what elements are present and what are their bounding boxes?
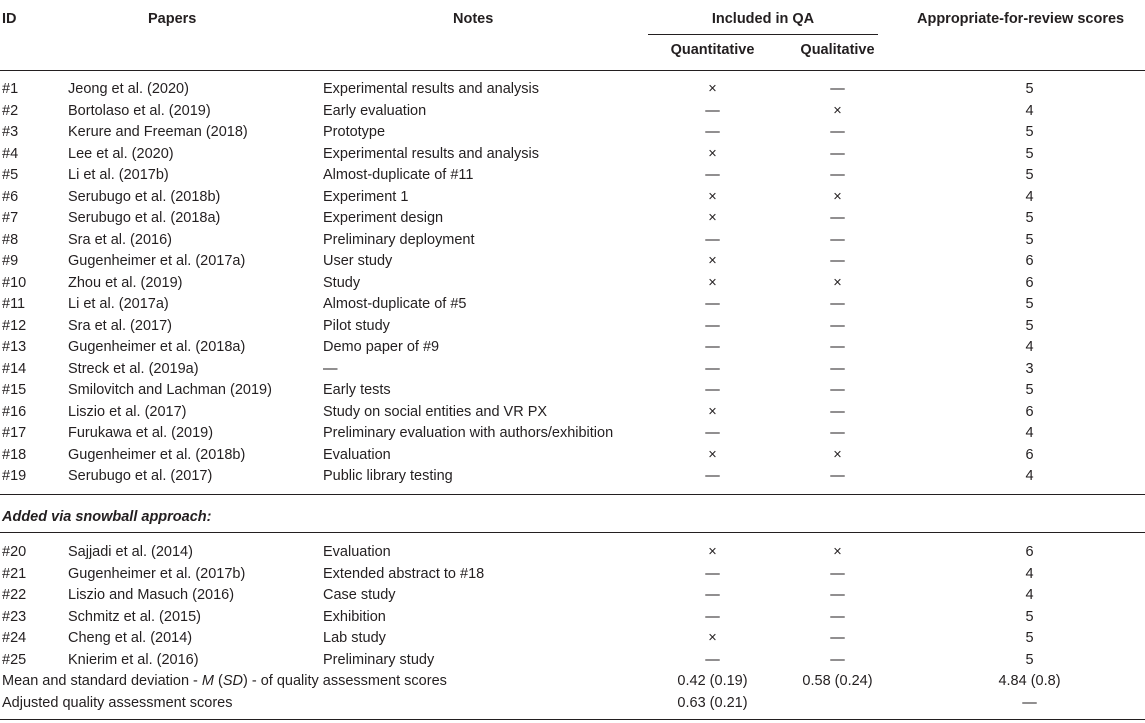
cell-notes: Preliminary deployment: [323, 231, 475, 248]
adj-score: —: [1022, 695, 1037, 711]
cell-score: 4: [1025, 102, 1034, 119]
cell-notes: Experiment 1: [323, 188, 409, 205]
cell-score: 5: [1025, 167, 1034, 183]
cell-id: #6: [2, 188, 19, 205]
cell-quantitative: ×: [708, 253, 717, 269]
cell-score: 6: [1025, 544, 1034, 560]
cell-paper: Kerure and Freeman (2018): [68, 124, 248, 140]
table-row: [0, 423, 1145, 445]
cell-qualitative: —: [830, 296, 845, 312]
cell-qualitative: ×: [833, 544, 842, 560]
cell-id: #20: [2, 544, 27, 560]
header-quantitative: Quantitative: [670, 42, 755, 58]
cell-quantitative: ×: [708, 81, 717, 97]
cell-quantitative: ×: [708, 544, 717, 560]
mean-qual: 0.58 (0.24): [802, 673, 873, 689]
cell-quantitative: —: [705, 124, 720, 140]
cell-score: 5: [1025, 231, 1034, 248]
table-row: [0, 380, 1145, 402]
cell-qualitative: —: [830, 468, 845, 484]
cell-score: 5: [1025, 81, 1034, 97]
cell-quantitative: ×: [708, 145, 717, 162]
table-bottom-rule: [0, 719, 1145, 720]
cell-id: #13: [2, 339, 27, 355]
cell-notes: Study: [323, 274, 361, 291]
cell-paper: Serubugo et al. (2018a): [68, 210, 221, 226]
mean-label-sd: SD: [222, 673, 244, 689]
section-rule-top: [0, 494, 1145, 495]
mean-label: [2, 671, 447, 693]
cell-notes: Almost-duplicate of #11: [323, 167, 474, 183]
mean-quant: 0.42 (0.19): [677, 673, 748, 689]
cell-id: #19: [2, 468, 27, 484]
cell-score: 4: [1025, 188, 1034, 205]
cell-paper: Streck et al. (2019a): [68, 360, 199, 377]
cell-quantitative: —: [705, 425, 720, 441]
adj-quant: 0.63 (0.21): [677, 695, 748, 711]
cell-id: #18: [2, 446, 27, 463]
cell-notes: Public library testing: [323, 468, 453, 484]
cell-qualitative: ×: [833, 274, 842, 291]
cell-quantitative: —: [705, 468, 720, 484]
table-row: [0, 650, 1145, 672]
cell-notes: Extended abstract to #18: [323, 565, 485, 582]
cell-id: #5: [2, 167, 19, 183]
cell-score: 3: [1025, 360, 1034, 377]
cell-paper: Gugenheimer et al. (2018a): [68, 339, 246, 355]
cell-qualitative: —: [830, 425, 845, 441]
cell-score: 4: [1025, 587, 1034, 603]
cell-paper: Li et al. (2017a): [68, 296, 169, 312]
cell-notes: Preliminary study: [323, 651, 435, 668]
table-row: [0, 251, 1145, 273]
cell-id: #2: [2, 102, 19, 119]
cell-notes: Evaluation: [323, 446, 391, 463]
cell-quantitative: —: [705, 651, 720, 668]
header-notes: Notes: [453, 11, 494, 27]
cell-paper: Li et al. (2017b): [68, 167, 169, 183]
cell-qualitative: —: [830, 231, 845, 248]
cell-notes: —: [323, 360, 338, 377]
header-scores: Appropriate-for-review scores: [917, 11, 1125, 27]
table-row: [0, 122, 1145, 144]
cell-notes: Prototype: [323, 124, 386, 140]
cell-quantitative: ×: [708, 630, 717, 646]
cell-score: 5: [1025, 210, 1034, 226]
table-row: [0, 79, 1145, 101]
cell-paper: Gugenheimer et al. (2017b): [68, 565, 246, 582]
cell-quantitative: —: [705, 102, 720, 119]
cell-notes: Experimental results and analysis: [323, 145, 539, 162]
table-row: [0, 144, 1145, 166]
cell-paper: Jeong et al. (2020): [68, 81, 189, 97]
cell-paper: Knierim et al. (2016): [68, 651, 199, 668]
cell-quantitative: ×: [708, 188, 717, 205]
cell-paper: Cheng et al. (2014): [68, 630, 193, 646]
cell-paper: Liszio et al. (2017): [68, 403, 187, 420]
adj-label: Adjusted quality assessment scores: [2, 695, 233, 711]
cell-quantitative: —: [705, 339, 720, 355]
cell-quantitative: —: [705, 382, 720, 398]
table-row: [0, 165, 1145, 187]
cell-quantitative: ×: [708, 403, 717, 420]
cell-notes: Almost-duplicate of #5: [323, 296, 467, 312]
cell-id: #17: [2, 425, 27, 441]
cell-id: #7: [2, 210, 19, 226]
mean-label-pre: Mean and standard deviation -: [2, 673, 202, 689]
cell-score: 5: [1025, 630, 1034, 646]
cell-qualitative: —: [830, 382, 845, 398]
cell-paper: Serubugo et al. (2018b): [68, 188, 221, 205]
cell-paper: Sra et al. (2017): [68, 317, 172, 334]
table-row: [0, 316, 1145, 338]
cell-paper: Gugenheimer et al. (2017a): [68, 253, 246, 269]
cell-quantitative: —: [705, 167, 720, 183]
cell-qualitative: —: [830, 565, 845, 582]
table-row: [0, 337, 1145, 359]
cell-quantitative: ×: [708, 274, 717, 291]
cell-qualitative: ×: [833, 188, 842, 205]
cell-quantitative: —: [705, 360, 720, 377]
cell-paper: Gugenheimer et al. (2018b): [68, 446, 246, 463]
header-included-qa: Included in QA: [711, 11, 815, 27]
cell-qualitative: —: [830, 145, 845, 162]
cell-paper: Furukawa et al. (2019): [68, 425, 214, 441]
cell-paper: Liszio and Masuch (2016): [68, 587, 235, 603]
cell-score: 5: [1025, 608, 1034, 625]
cell-paper: Smilovitch and Lachman (2019): [68, 382, 272, 398]
table-row: [0, 607, 1145, 629]
cell-score: 5: [1025, 317, 1034, 334]
cell-qualitative: —: [830, 124, 845, 140]
cell-qualitative: —: [830, 253, 845, 269]
cell-quantitative: —: [705, 296, 720, 312]
cell-qualitative: —: [830, 587, 845, 603]
cell-notes: Experiment design: [323, 210, 444, 226]
cell-score: 4: [1025, 468, 1034, 484]
cell-score: 5: [1025, 124, 1034, 140]
table-row: [0, 564, 1145, 586]
table-row: [0, 208, 1145, 230]
table-row: [0, 273, 1145, 295]
table-row: [0, 402, 1145, 424]
cell-qualitative: —: [830, 210, 845, 226]
cell-id: #23: [2, 608, 27, 625]
cell-notes: Pilot study: [323, 317, 390, 334]
cell-notes: Early evaluation: [323, 102, 427, 119]
table-row: [0, 466, 1145, 488]
cell-qualitative: —: [830, 360, 845, 377]
cell-notes: Exhibition: [323, 608, 386, 625]
cell-id: #14: [2, 360, 27, 377]
cell-qualitative: —: [830, 651, 845, 668]
table-row: [0, 445, 1145, 467]
cell-id: #11: [2, 296, 26, 312]
cell-score: 6: [1025, 274, 1034, 291]
mean-label-post: ) - of quality assessment scores: [243, 673, 447, 689]
cell-qualitative: —: [830, 403, 845, 420]
cell-qualitative: ×: [833, 102, 842, 119]
cell-id: #4: [2, 145, 19, 162]
cell-notes: Lab study: [323, 630, 386, 646]
cell-id: #22: [2, 587, 27, 603]
mean-score: 4.84 (0.8): [998, 673, 1061, 689]
cell-qualitative: —: [830, 630, 845, 646]
table-row: [0, 294, 1145, 316]
cell-id: #1: [2, 81, 19, 97]
cell-score: 5: [1025, 651, 1034, 668]
table-row: [0, 101, 1145, 123]
table-row: [0, 187, 1145, 209]
cell-id: #12: [2, 317, 27, 334]
cell-id: #16: [2, 403, 27, 420]
cell-notes: User study: [323, 253, 393, 269]
mean-label-mid: (: [214, 673, 223, 689]
cell-notes: Case study: [323, 587, 396, 603]
cell-score: 5: [1025, 382, 1034, 398]
cell-score: 6: [1025, 403, 1034, 420]
cell-paper: Lee et al. (2020): [68, 145, 174, 162]
cell-paper: Sra et al. (2016): [68, 231, 172, 248]
cell-quantitative: ×: [708, 210, 717, 226]
cell-score: 6: [1025, 253, 1034, 269]
cell-quantitative: ×: [708, 446, 717, 463]
cell-qualitative: —: [830, 608, 845, 625]
cell-id: #25: [2, 651, 27, 668]
cell-score: 6: [1025, 446, 1034, 463]
cell-paper: Schmitz et al. (2015): [68, 608, 201, 625]
table-row: [0, 628, 1145, 650]
cell-quantitative: —: [705, 231, 720, 248]
cell-qualitative: —: [830, 81, 845, 97]
cell-notes: Preliminary evaluation with authors/exhibition: [323, 425, 614, 441]
cell-quantitative: —: [705, 587, 720, 603]
header-qualitative: Qualitative: [800, 42, 875, 58]
table-row: [0, 542, 1145, 564]
cell-notes: Early tests: [323, 382, 391, 398]
cell-score: 5: [1025, 145, 1034, 162]
section-rule-bottom: [0, 532, 1145, 533]
cell-score: 4: [1025, 425, 1034, 441]
header-rule: [0, 70, 1145, 71]
included-qa-rule: [648, 34, 878, 35]
header-id: ID: [2, 11, 17, 27]
cell-id: #8: [2, 231, 19, 248]
cell-paper: Zhou et al. (2019): [68, 274, 183, 291]
cell-notes: Evaluation: [323, 544, 391, 560]
cell-paper: Serubugo et al. (2017): [68, 468, 213, 484]
cell-id: #9: [2, 253, 19, 269]
table-row: [0, 359, 1145, 381]
cell-paper: Bortolaso et al. (2019): [68, 102, 211, 119]
cell-notes: Experimental results and analysis: [323, 81, 539, 97]
table-row: [0, 230, 1145, 252]
cell-qualitative: —: [830, 317, 845, 334]
cell-notes: Demo paper of #9: [323, 339, 440, 355]
cell-qualitative: ×: [833, 446, 842, 463]
cell-score: 4: [1025, 339, 1034, 355]
cell-notes: Study on social entities and VR PX: [323, 403, 548, 420]
section-label: Added via snowball approach:: [2, 509, 212, 525]
cell-qualitative: —: [830, 339, 845, 355]
header-papers: Papers: [148, 11, 197, 27]
cell-id: #21: [2, 565, 27, 582]
cell-qualitative: —: [830, 167, 845, 183]
cell-id: #24: [2, 630, 27, 646]
cell-score: 4: [1025, 565, 1034, 582]
cell-id: #10: [2, 274, 27, 291]
mean-label-m: M: [201, 673, 214, 689]
cell-quantitative: —: [705, 317, 720, 334]
cell-id: #3: [2, 124, 19, 140]
table-row: [0, 585, 1145, 607]
cell-paper: Sajjadi et al. (2014): [68, 544, 193, 560]
cell-id: #15: [2, 382, 27, 398]
cell-quantitative: —: [705, 608, 720, 625]
cell-score: 5: [1025, 296, 1034, 312]
cell-quantitative: —: [705, 565, 720, 582]
